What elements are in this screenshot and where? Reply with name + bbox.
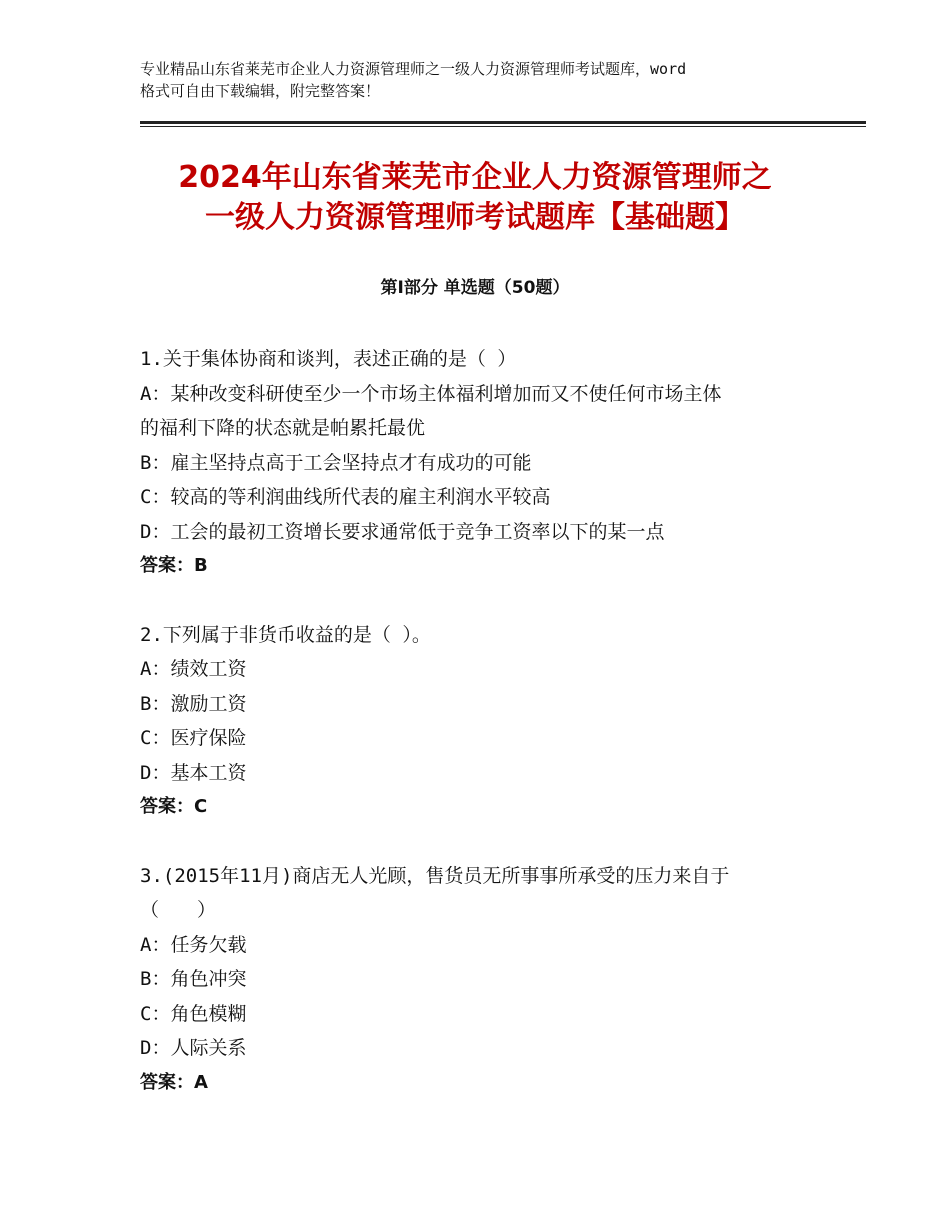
header-note-line-1: 专业精品山东省莱芜市企业人力资源管理师之一级人力资源管理师考试题库，word	[140, 60, 687, 78]
question-3	[140, 859, 820, 1101]
answer-label: 答案：A	[140, 1071, 208, 1093]
question-stem: 2.下列属于非货币收益的是（ ）。	[140, 623, 431, 646]
option-b: B：角色冲突	[140, 968, 247, 990]
header-divider-thin	[140, 126, 866, 127]
option-a-continued: 的福利下降的状态就是帕累托最优	[140, 417, 426, 439]
document-title-line-1: 2024年山东省莱芜市企业人力资源管理师之	[178, 160, 772, 195]
header-note-line-2: 格式可自由下载编辑，附完整答案！	[140, 82, 381, 100]
option-c: C：角色模糊	[140, 1002, 247, 1025]
question-list	[140, 342, 820, 1134]
question-stem: 3.(2015年11月)商店无人光顾，售货员无所事事所承受的压力来自于	[140, 864, 730, 887]
option-c: C：较高的等利润曲线所代表的雇主利润水平较高	[140, 486, 551, 508]
option-b: B：激励工资	[140, 692, 247, 715]
option-d: D：工会的最初工资增长要求通常低于竞争工资率以下的某一点	[140, 520, 665, 543]
section-heading: 第Ⅰ部分 单选题（50题）	[380, 278, 570, 298]
option-b: B：雇主坚持点高于工会坚持点才有成功的可能	[140, 451, 532, 474]
answer-label: 答案：B	[140, 555, 208, 576]
option-d: D：人际关系	[140, 1037, 247, 1059]
option-a: A：某种改变科研使至少一个市场主体福利增加而又不使任何市场主体	[140, 382, 722, 405]
question-stem: 1.关于集体协商和谈判，表述正确的是（ ）	[140, 348, 517, 370]
document-title	[100, 158, 850, 238]
document-title-line-2: 一级人力资源管理师考试题库【基础题】	[205, 200, 745, 235]
header-divider-thick	[140, 121, 866, 124]
question-2	[140, 618, 820, 825]
question-1	[140, 342, 820, 584]
option-a: A：绩效工资	[140, 658, 247, 680]
option-c: C：医疗保险	[140, 727, 247, 749]
option-d: D：基本工资	[140, 761, 247, 784]
question-stem-continued: （ ）	[140, 899, 217, 921]
answer-label: 答案：C	[140, 796, 208, 817]
option-a: A：任务欠载	[140, 933, 247, 956]
header-note	[140, 58, 830, 102]
